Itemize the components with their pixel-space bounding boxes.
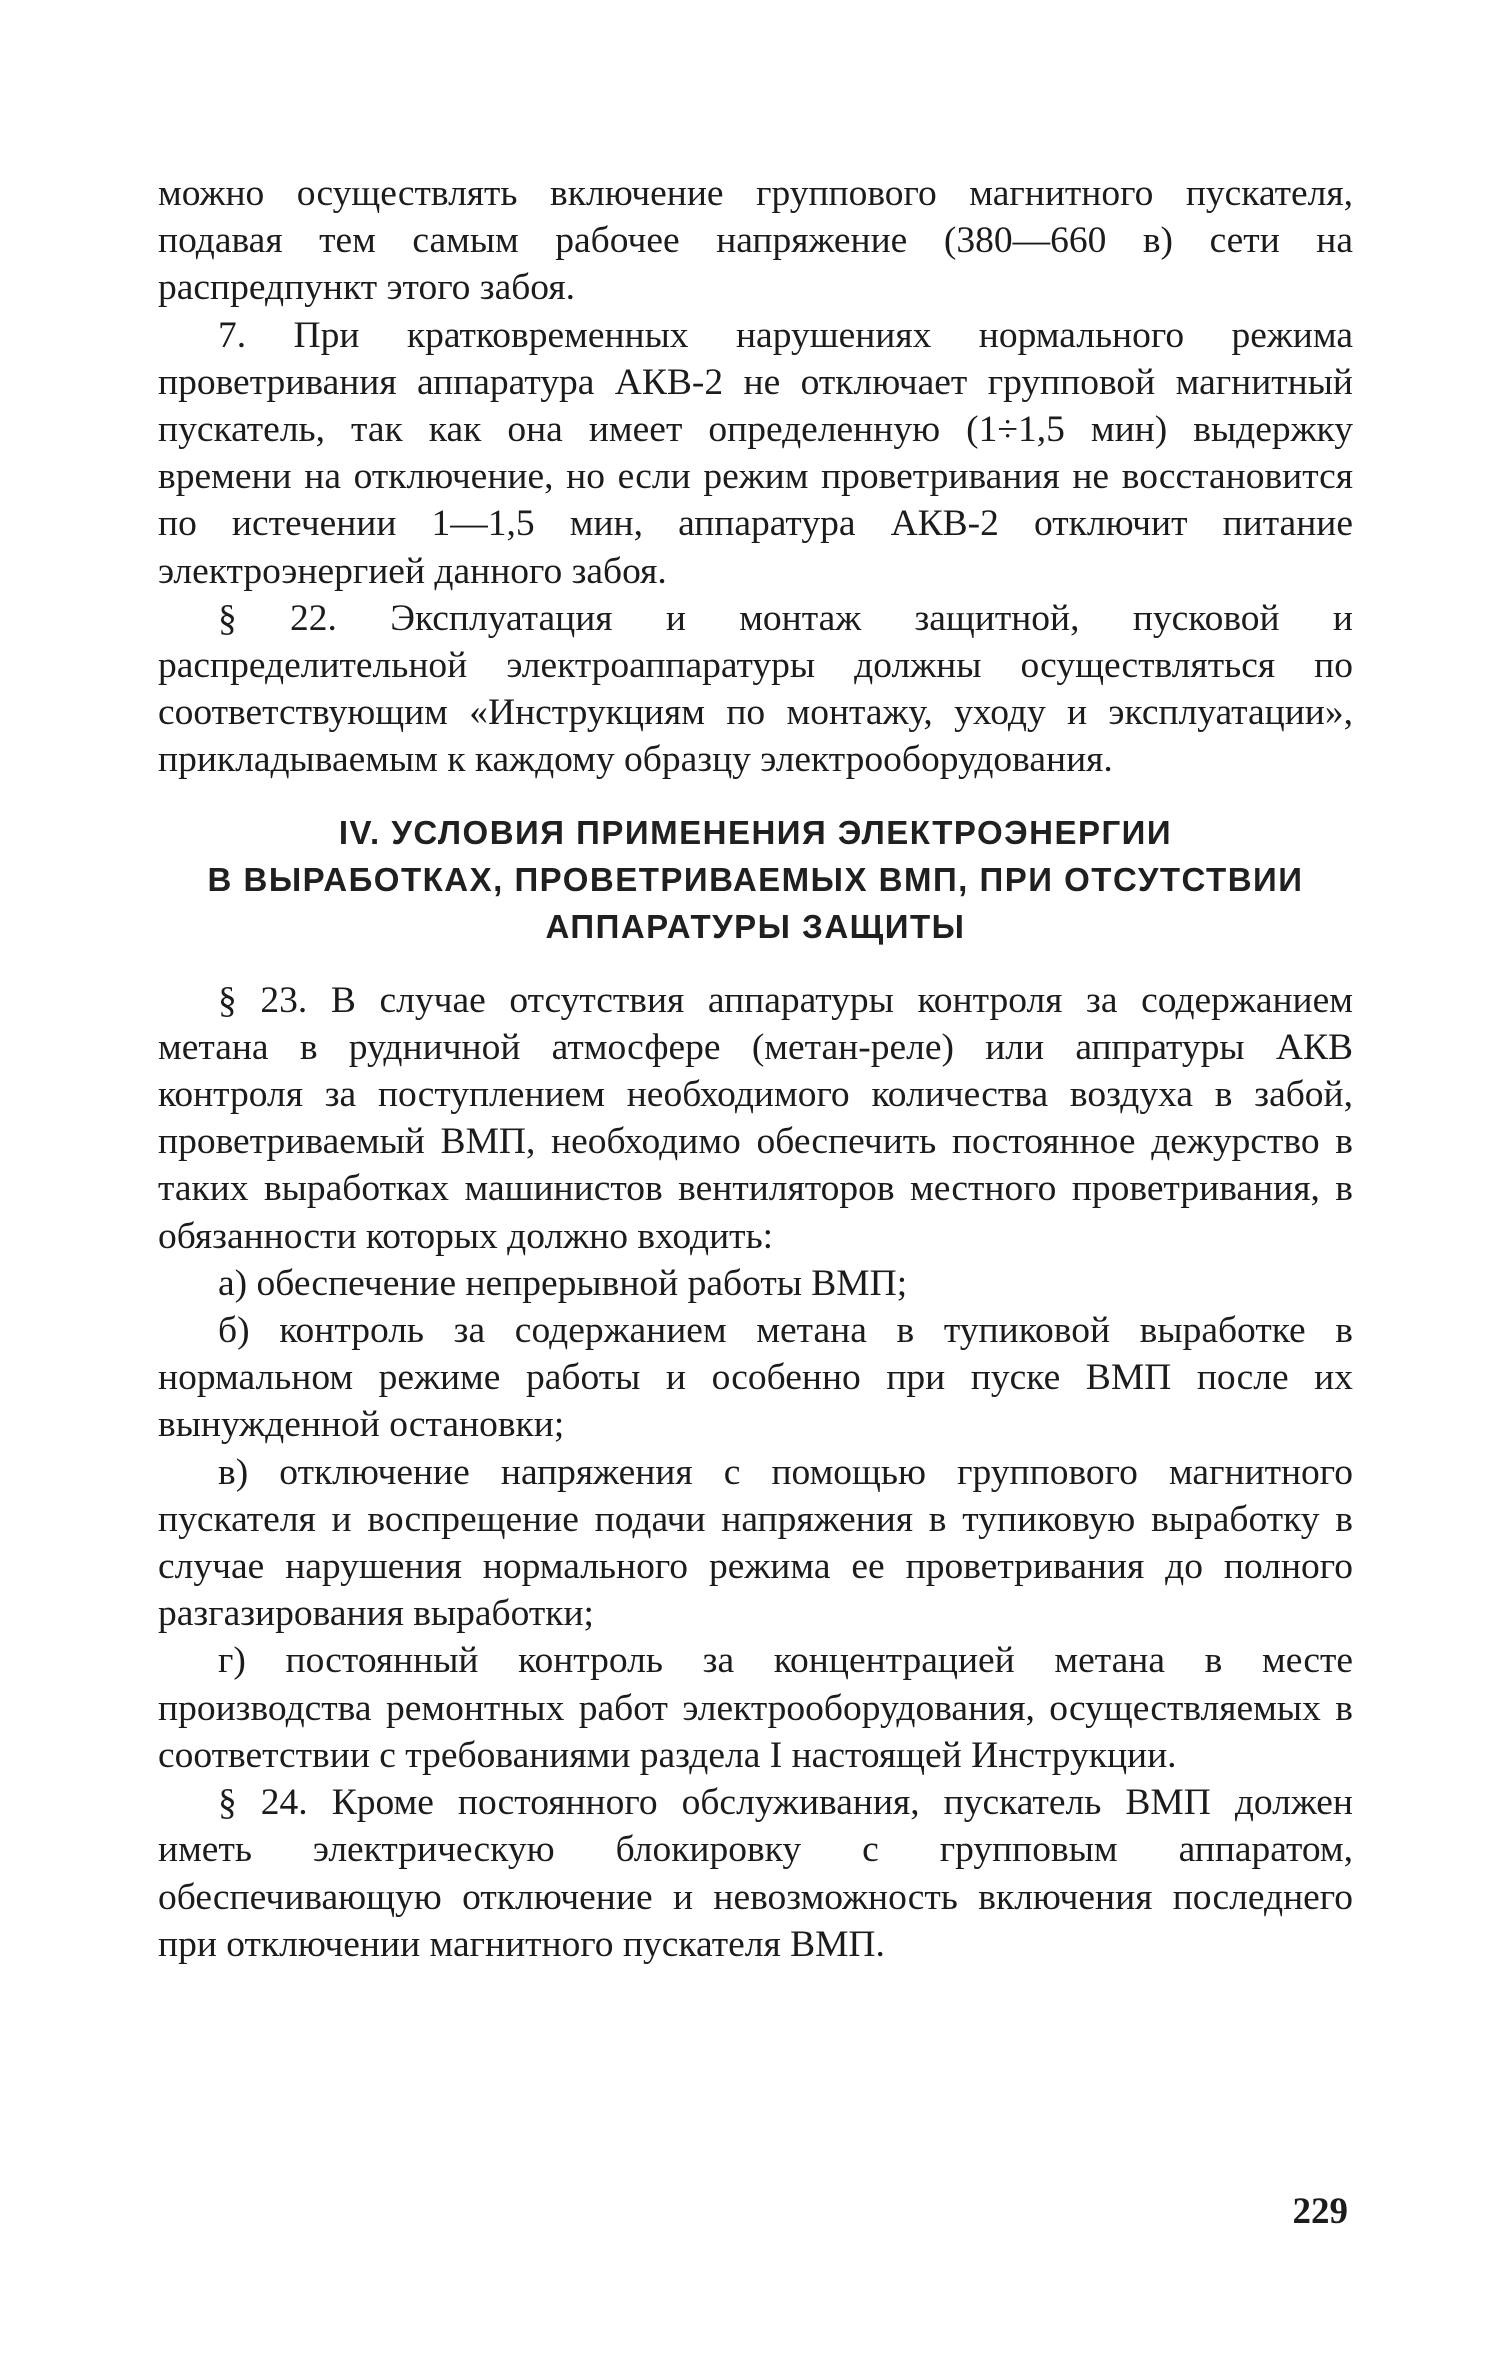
- paragraph-section-24: § 24. Кроме постоянного обслуживания, пускатель ВМП должен иметь электрическую блокировку с групповым аппаратом, обеспечивающую отключение и невозможность включения последнего при отключении магнитного пускателя ВМП.: [158, 1782, 1353, 1965]
- paragraph-section-23: § 23. В случае отсутствия аппаратуры контроля за содержанием метана в рудничной атмосфере (метан-реле) или аппратуры АКВ контроля за поступлением необходимого количества воздуха в забой, проветриваемый ВМП, необходимо обеспечить постоянное дежурство в таких выработках машинистов вентиляторов местного проветривания, в обязанности которых должно входить:: [158, 979, 1353, 1257]
- section-heading-line-1: IV. УСЛОВИЯ ПРИМЕНЕНИЯ ЭЛЕКТРОЭНЕРГИИ: [338, 813, 1173, 851]
- document-page: [158, 170, 1353, 1968]
- list-item-a: а) обеспечение непрерывной работы ВМП;: [218, 1262, 908, 1304]
- section-heading-line-2: В ВЫРАБОТКАХ, ПРОВЕТРИВАЕМЫХ ВМП, ПРИ ОТСУТСТВИИ: [207, 860, 1304, 898]
- list-item-g: г) постоянный контроль за концентрацией метана в месте производства ремонтных работ электрооборудования, осуществляемых в соответствии с требованиями раздела I настоящей Инструкции.: [158, 1640, 1353, 1776]
- section-heading: [158, 809, 1353, 950]
- paragraph-continuation: можно осуществлять включение группового магнитного пускателя, подавая тем самым рабочее напряжение (380—660 в) сети на распредпункт этого забоя.: [158, 173, 1353, 309]
- paragraph-section-22: § 22. Эксплуатация и монтаж защитной, пусковой и распределительной электроаппаратуры должны осуществляться по соответствующим «Инструкциям по монтажу, уходу и эксплуатации», прикладываемым к каждому образцу электрооборудования.: [158, 597, 1353, 781]
- section-heading-line-3: АППАРАТУРЫ ЗАЩИТЫ: [545, 907, 966, 945]
- list-item-v: в) отключение напряжения с помощью группового магнитного пускателя и воспрещение подачи напряжения в тупиковую выработку в случае нарушения нормального режима ее проветривания до полного разгазирования выработки;: [158, 1451, 1353, 1635]
- page-number: 229: [1292, 2191, 1348, 2232]
- list-item-b: б) контроль за содержанием метана в тупиковой выработке в нормальном режиме работы и особенно при пуске ВМП после их вынужденной остановки;: [158, 1310, 1353, 1446]
- paragraph-item-7: 7. При кратковременных нарушениях нормального режима проветривания аппаратура АКВ-2 не отключает групповой магнитный пускатель, так как она имеет определенную (1÷1,5 мин) выдержку времени на отключение, но если режим проветривания не восстановится по истечении 1—1,5 мин, аппаратура АКВ-2 отключит питание электроэнергией данного забоя.: [158, 314, 1353, 592]
